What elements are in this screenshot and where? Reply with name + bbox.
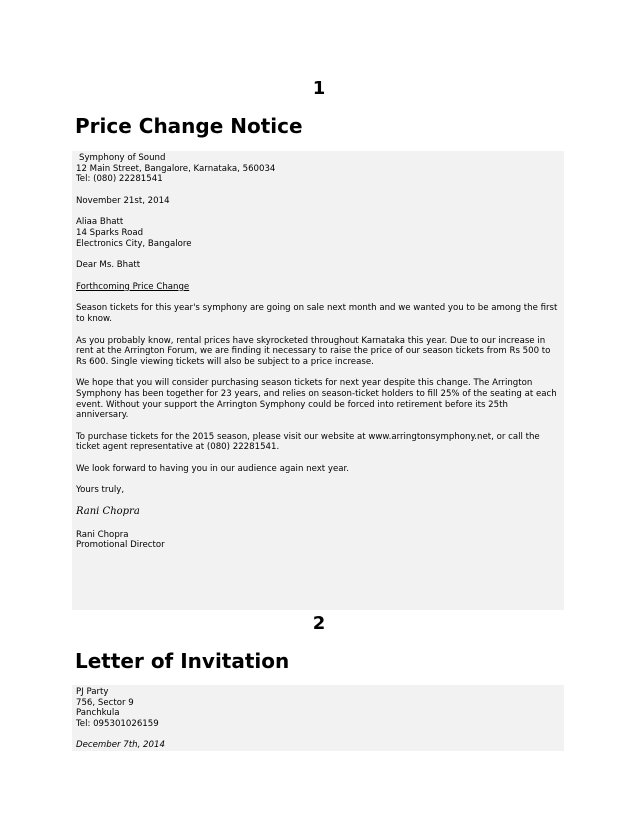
section-number-1: 1: [312, 78, 326, 99]
sender-city: Panchkula: [76, 708, 120, 719]
sender-name: PJ Party: [76, 687, 109, 697]
letter-price-change: [72, 151, 564, 610]
letter-subject: Forthcoming Price Change: [76, 281, 190, 292]
closing: Yours truly,: [76, 485, 125, 496]
body-paragraph: Season tickets for this year's symphony are going on sale next month and we wanted you to be among the first to know.: [76, 303, 558, 324]
sender-phone: Tel: 095301026159: [76, 718, 159, 729]
recipient-city: Electronics City, Bangalore: [76, 238, 192, 249]
letter-date: December 7th, 2014: [76, 740, 165, 751]
body-paragraph: We look forward to having you in our audience again next year.: [76, 463, 350, 474]
salutation: Dear Ms. Bhatt: [76, 260, 141, 271]
sender-phone: Tel: (080) 22281541: [76, 174, 163, 185]
recipient-street: 14 Sparks Road: [76, 227, 144, 238]
body-paragraph: To purchase tickets for the 2015 season, please visit our website at www.arringtonsymphony.net, or call the ticket agent representative at (080) 22281541.: [76, 431, 540, 453]
recipient-name: Aliaa Bhatt: [76, 217, 124, 228]
signer-block: [76, 530, 560, 551]
sender-street: 12 Main Street, Bangalore, Karnataka, 560034: [76, 163, 276, 174]
section-title-invitation: Letter of Invitation: [75, 649, 290, 673]
body-paragraph: As you probably know, rental prices have skyrocketed throughout Karnataka this year. Due to our increase in rent at the Arrington Forum, we are finding it necessary to raise the price of our season tickets from Rs 500 to Rs 600. Single viewing tickets will also be subject to a price increase.: [76, 335, 551, 367]
sender-address: [76, 687, 560, 729]
signer-title: Promotional Director: [76, 540, 165, 551]
section-number-2: 2: [312, 613, 326, 634]
sender-name: Symphony of Sound: [79, 153, 166, 163]
body-paragraph: We hope that you will consider purchasing season tickets for next year despite this change. The Arrington Symphony has been together for 23 years, and relies on season-ticket holders to fill 25% of the seating at each event. Without your support the Arrington Symphony could be forced into retirement before its 25th anniversary.: [76, 378, 557, 421]
signature: Rani Chopra: [76, 506, 140, 518]
recipient-address: [76, 217, 560, 249]
section-title-price-change: Price Change Notice: [75, 114, 303, 138]
letter-date: November 21st, 2014: [76, 195, 170, 206]
letter-invitation: [72, 685, 564, 751]
sender-street: 756, Sector 9: [76, 697, 134, 708]
sender-address: [76, 153, 560, 185]
signer-name: Rani Chopra: [76, 529, 129, 540]
